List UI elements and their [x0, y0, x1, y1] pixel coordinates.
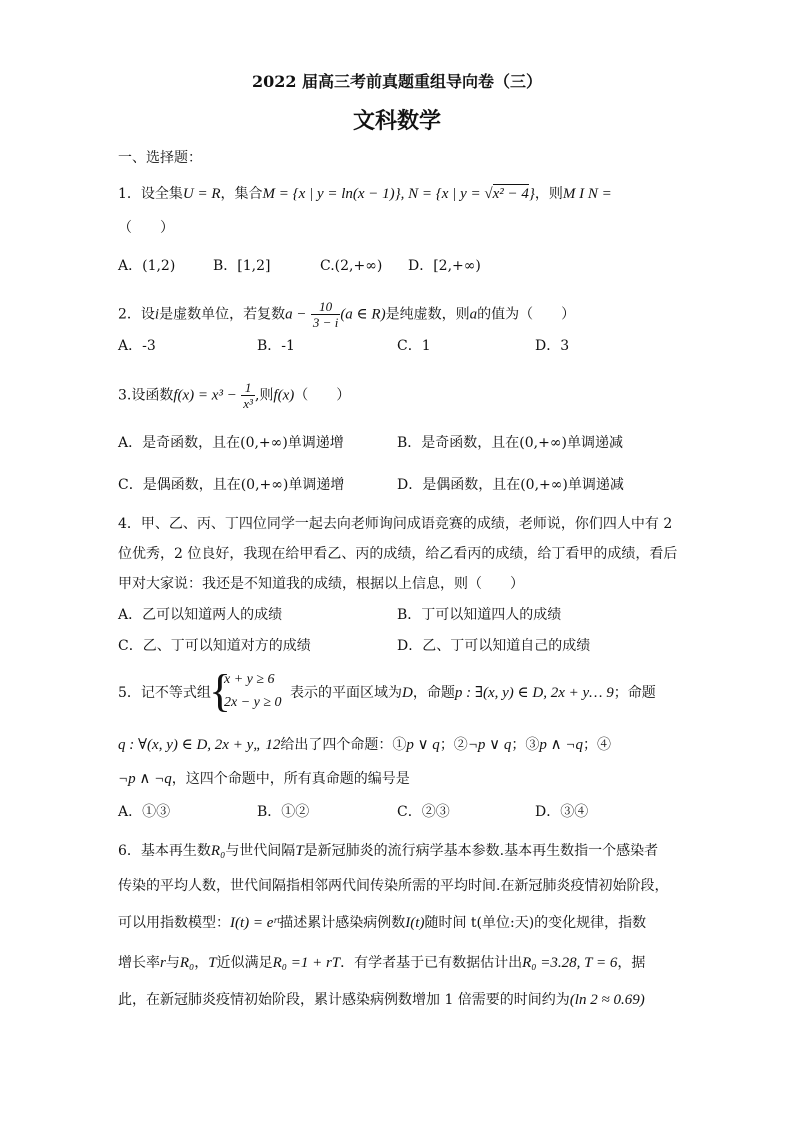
q1-sqrt-expr: x² − 4 — [492, 186, 529, 202]
q4-option-a: A．乙可以知道两人的成绩 — [118, 607, 283, 623]
q5-line-1: 表示的平面区域为D，命题p : ∃(x, y) ∈ D, 2x + y… 9；命题 — [290, 685, 656, 701]
q5-inequality-1: x + y ≥ 6 — [224, 672, 275, 687]
q4-option-b: B．丁可以知道四人的成绩 — [397, 607, 562, 623]
q5-inequality-2: 2x − y ≥ 0 — [224, 695, 282, 710]
q5-brace: { — [209, 665, 232, 716]
q5-text: 5．记不等式组 — [118, 685, 211, 701]
q1-text: ，集合 — [220, 186, 263, 202]
q1-option-c: C.(2,+∞) — [320, 258, 383, 274]
q1-text: 1．设全集 — [118, 186, 183, 202]
exam-title: 2022 届高三考前真题重组导向卷（三） — [251, 72, 543, 91]
q3-option-b: B．是奇函数，且在(0,+∞)单调递减 — [397, 435, 623, 451]
subject-title: 文科数学 — [352, 108, 441, 134]
q2-option-d: D．3 — [535, 338, 570, 354]
q6-line-2: 传染的平均人数，世代间隔指相邻两代间传染所需的平均时间.在新冠肺炎疫情初始阶段， — [118, 878, 669, 894]
q6-line-5: 此，在新冠肺炎疫情初始阶段，累计感染病例数增加 1 倍需要的时间约为(ln 2 ≈ 0.69) — [118, 992, 645, 1008]
q6-line-4: 增长率r与R₀，T近似满足R₀ =1 + rT．有学者基于已有数据估计出R₀ =3.28, T = 6，据 — [118, 955, 646, 971]
q4-line-2: 位优秀，2 位良好，我现在给甲看乙、丙的成绩，给乙看丙的成绩，给丁看甲的成绩，看后 — [118, 546, 678, 562]
q2-option-c: C．1 — [397, 338, 431, 354]
q6-line-1: 6．基本再生数R₀与世代间隔T是新冠肺炎的流行病学基本参数.基本再生数指一个感染者 — [118, 843, 659, 859]
q4-option-c: C．乙、丁可以知道对方的成绩 — [118, 638, 311, 654]
question-2: 2．设i是虚数单位，若复数a − $\frac{10}{3 - i}$ (a ∈ R)是纯虚数，则a的值为（ ） — [118, 299, 576, 330]
q3-option-c: C．是偶函数，且在(0,+∞)单调递增 — [118, 477, 345, 493]
q5-line-3: ¬p ∧ ¬q，这四个命题中，所有真命题的编号是 — [118, 771, 410, 787]
question-1: 1．设全集U = R，集合M = {x | y = ln(x − 1)}, N = {x | y = √x² − 4}，则M I N = — [118, 186, 612, 202]
q1-paren: （ ） — [118, 220, 174, 236]
q5-option-a: A．①③ — [118, 804, 171, 820]
q2-option-a: A．-3 — [118, 338, 156, 354]
q1-set-def: M = {x | y = ln(x − 1)}, N = {x | y = — [262, 186, 485, 202]
q4-option-d: D．乙、丁可以知道自己的成绩 — [397, 638, 591, 654]
q2-option-b: B．-1 — [257, 338, 295, 354]
q4-line-3: 甲对大家说：我还是不知道我的成绩，根据以上信息，则（ ） — [118, 576, 524, 592]
question-3: 3.设函数f(x) = x³ − $\frac{1}{\text{x³}}$ ,则f(x)（ ） — [118, 380, 351, 411]
q3-option-a: A．是奇函数，且在(0,+∞)单调递增 — [118, 435, 344, 451]
q3-option-d: D．是偶函数，且在(0,+∞)单调递减 — [397, 477, 624, 493]
q5-option-b: B．①② — [257, 804, 310, 820]
q1-question: M I N = — [562, 186, 612, 202]
q1-text: ，则 — [534, 186, 563, 202]
q1-option-d: D．[2,+∞) — [408, 258, 481, 274]
q1-option-a: A．(1,2) — [118, 258, 176, 274]
q5-option-c: C．②③ — [397, 804, 450, 820]
section-heading: 一、选择题： — [118, 150, 202, 166]
q3-fraction: $\frac{1}{\text{x³}}$ — [243, 380, 253, 411]
q4-line-1: 4．甲、乙、丙、丁四位同学一起去向老师询问成语竞赛的成绩，老师说，你们四人中有 2 — [118, 516, 673, 532]
q1-option-b: B．[1,2] — [213, 258, 271, 274]
q2-fraction: $\frac{10}{3 - i}$ — [312, 299, 339, 330]
q5-option-d: D．③④ — [535, 804, 589, 820]
q6-line-3: 可以用指数模型：I(t) = eʳᵗ描述累计感染病例数I(t)随时间 t(单位:天)的变化规律，指数 — [118, 915, 647, 931]
q5-line-2: q : ∀(x, y) ∈ D, 2x + y„ 12给出了四个命题：①p ∨ q；②¬p ∨ q；③p ∧ ¬q；④ — [118, 737, 612, 753]
q1-universe: U = R — [182, 186, 221, 202]
